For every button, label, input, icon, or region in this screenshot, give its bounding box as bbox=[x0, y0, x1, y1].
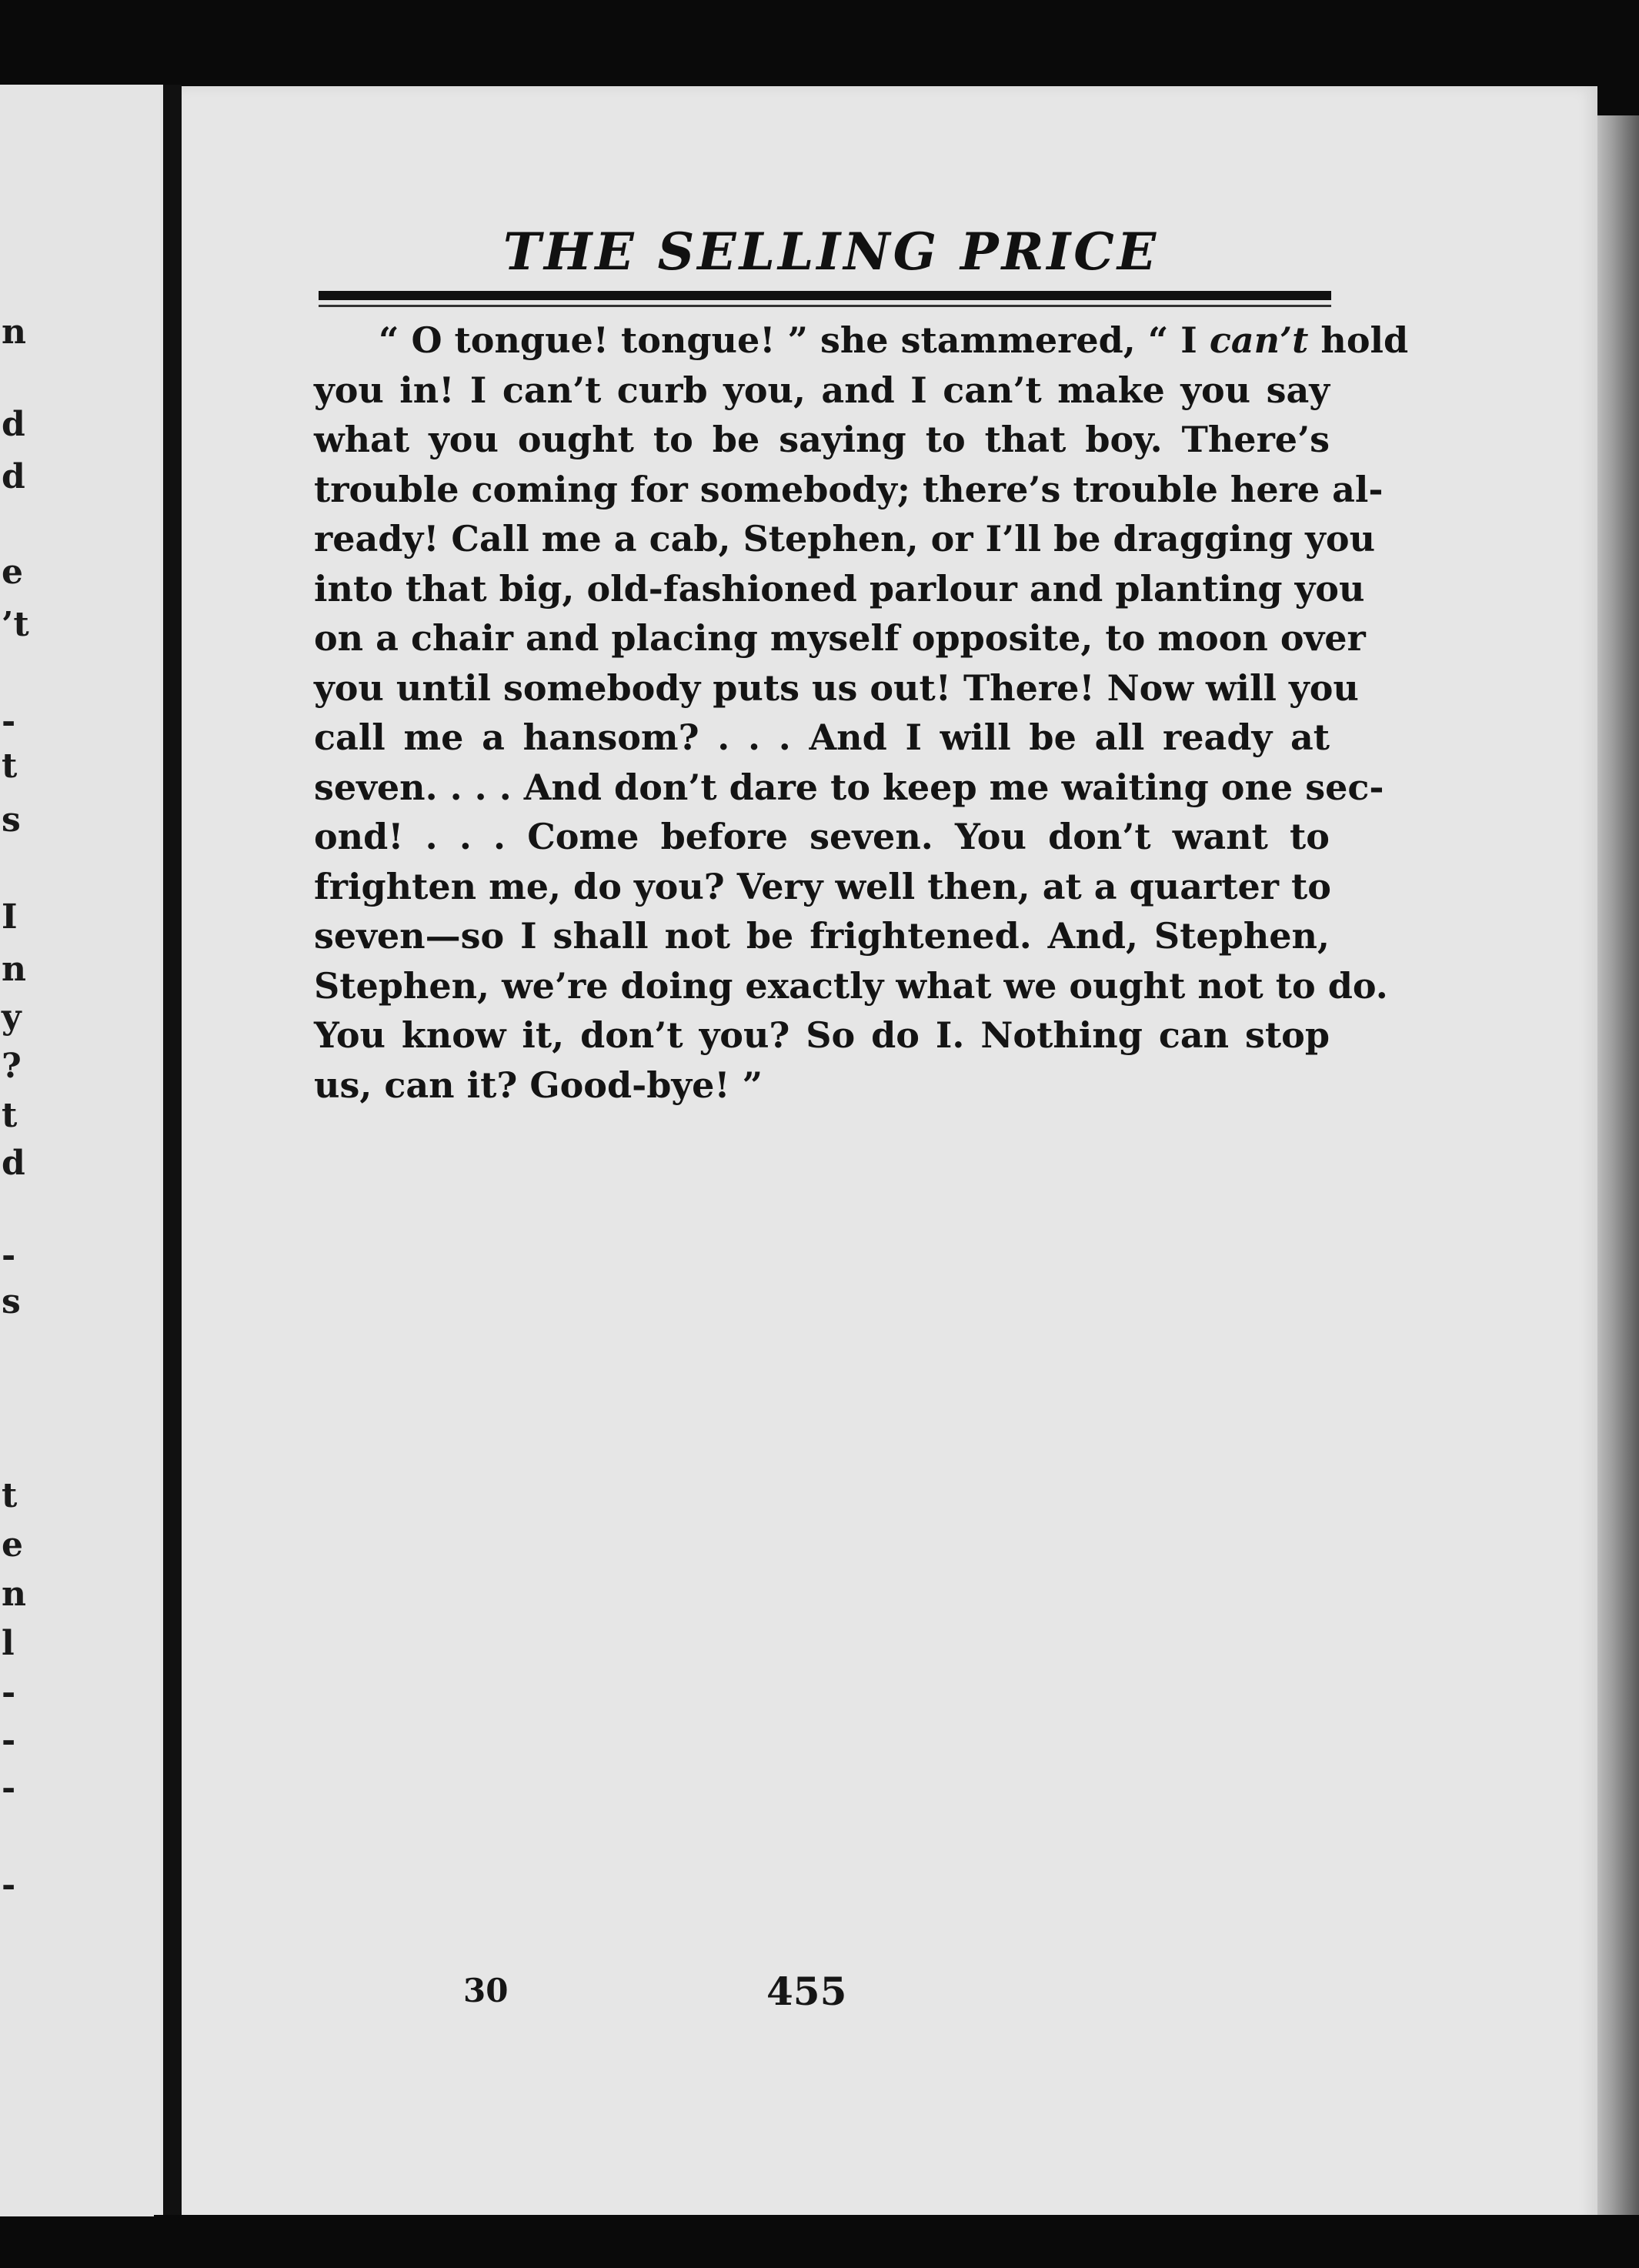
facing-page-glyph: d bbox=[2, 405, 25, 444]
facing-page-glyph: - bbox=[2, 1721, 16, 1760]
text-line: ond! . . . Come before seven. You don’t want to bbox=[314, 816, 1330, 857]
emphasis-text: can’t bbox=[1209, 319, 1309, 361]
facing-page-glyph: t bbox=[2, 1096, 18, 1135]
facing-page-glyph: y bbox=[2, 997, 22, 1037]
page-number: 455 bbox=[766, 1969, 847, 2014]
facing-page-glyph: - bbox=[2, 1769, 16, 1808]
facing-page-fragment bbox=[0, 85, 163, 2216]
facing-page-glyph: l bbox=[2, 1624, 15, 1663]
facing-page-glyph: ? bbox=[2, 1047, 22, 1086]
facing-page-glyph: s bbox=[2, 1282, 21, 1321]
text-line: you until somebody puts us out! There! Now will you bbox=[314, 666, 1359, 709]
text-line: frighten me, do you? Very well then, at a quarter to bbox=[314, 865, 1331, 907]
page-edge bbox=[1597, 115, 1639, 2255]
text-line: trouble coming for somebody; there’s trouble here al- bbox=[314, 468, 1384, 510]
facing-page-glyph: d bbox=[2, 457, 25, 496]
text-line: into that big, old-fashioned parlour and planting you bbox=[314, 567, 1365, 610]
facing-page-glyph: s bbox=[2, 800, 21, 840]
facing-page-glyph: t bbox=[2, 1476, 18, 1515]
facing-page-glyph: - bbox=[2, 702, 16, 741]
scan-bottom-border bbox=[154, 2215, 1639, 2268]
text-line: what you ought to be saying to that boy. There’s bbox=[314, 419, 1330, 460]
text-line: us, can it? Good-bye! ” bbox=[314, 1064, 763, 1106]
facing-page-glyph: t bbox=[2, 747, 18, 786]
header-rule-thin bbox=[319, 305, 1331, 307]
binding-gutter bbox=[163, 85, 182, 2216]
running-head: THE SELLING PRICE bbox=[502, 222, 1160, 282]
facing-page-glyph: - bbox=[2, 1236, 16, 1275]
facing-page-glyph: d bbox=[2, 1144, 25, 1183]
facing-page-glyph: - bbox=[2, 1673, 16, 1712]
facing-page-glyph: n bbox=[2, 312, 26, 352]
text-line: on a chair and placing myself opposite, to moon over bbox=[314, 617, 1366, 659]
facing-page-glyph: e bbox=[2, 553, 23, 592]
text-line: ready! Call me a cab, Stephen, or I’ll be dragging you bbox=[314, 518, 1376, 559]
facing-page-glyph: I bbox=[2, 897, 18, 937]
text-line: seven. . . . And don’t dare to keep me waiting one sec- bbox=[314, 766, 1384, 808]
facing-page-glyph: e bbox=[2, 1525, 23, 1565]
text-line: seven—so I shall not be frightened. And, Stephen, bbox=[314, 915, 1330, 957]
facing-page-glyph: n bbox=[2, 1575, 26, 1614]
text-line: “ O tongue! tongue! ” she stammered, “ I can’t hold bbox=[379, 319, 1409, 361]
facing-page-glyph: n bbox=[2, 950, 26, 989]
text-line: call me a hansom? . . . And I will be all ready at bbox=[314, 716, 1330, 758]
text-line: you in! I can’t curb you, and I can’t make you say bbox=[314, 369, 1330, 411]
text-line: Stephen, we’re doing exactly what we ought not to do. bbox=[314, 964, 1388, 1007]
header-rule-thick bbox=[319, 291, 1331, 300]
signature-mark: 30 bbox=[463, 1972, 509, 2009]
body-paragraph bbox=[314, 316, 1409, 1110]
facing-page-glyph: ’t bbox=[2, 605, 29, 644]
facing-page-glyph: - bbox=[2, 1866, 16, 1905]
text-line: You know it, don’t you? So do I. Nothing can stop bbox=[314, 1014, 1330, 1056]
